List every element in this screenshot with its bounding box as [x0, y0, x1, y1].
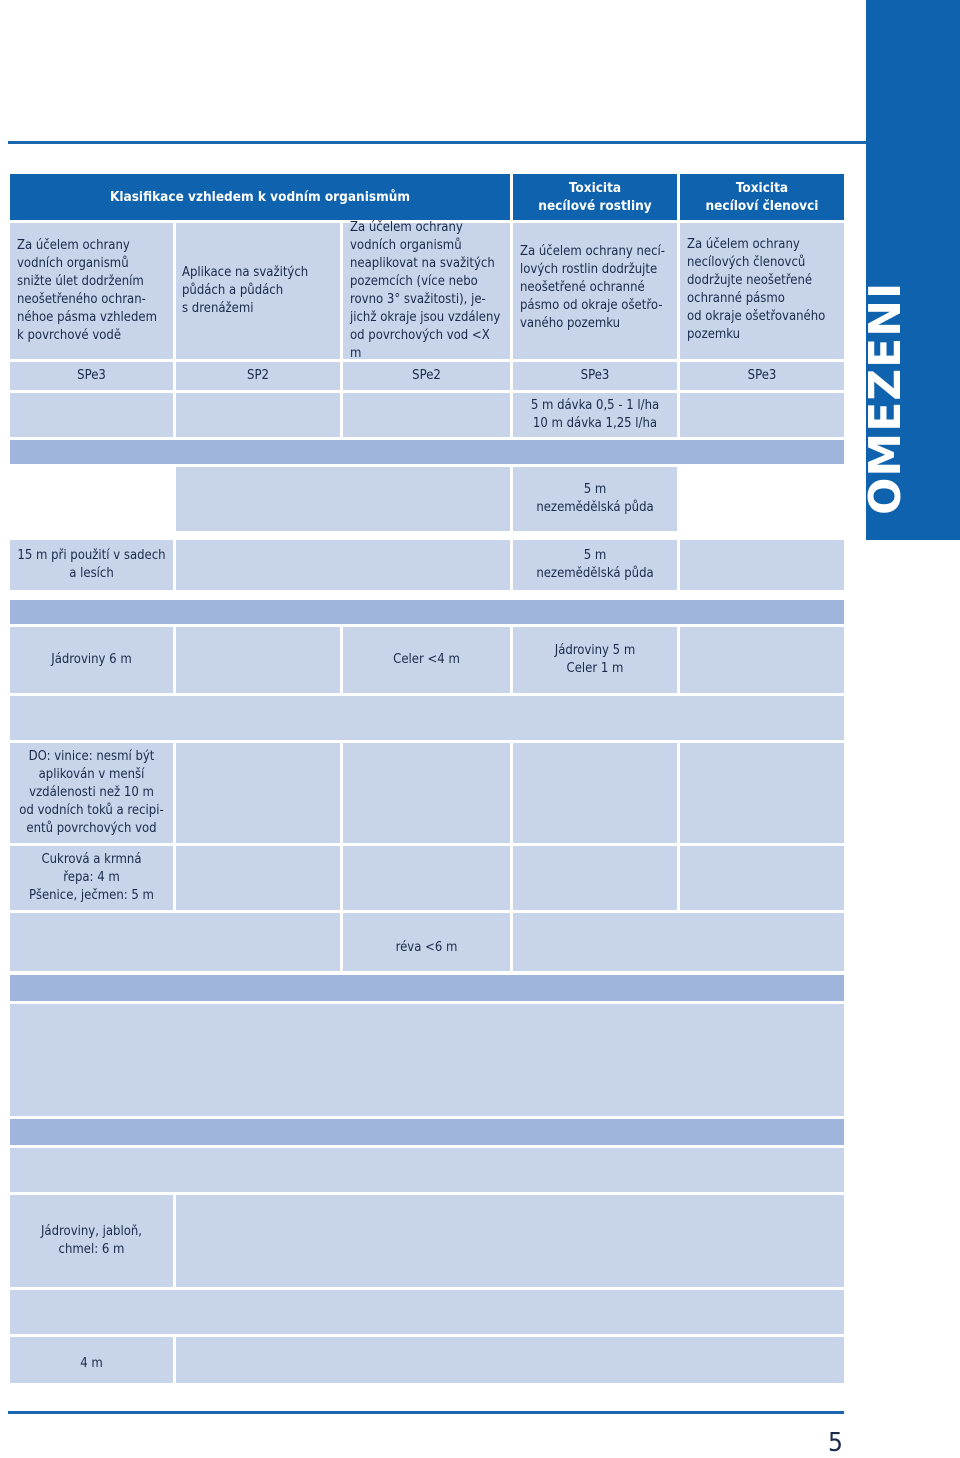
table-cell [176, 1195, 844, 1287]
row1-col4: 5 m dávka 0,5 - 1 l/ha 10 m dávka 1,25 l/ha [513, 393, 677, 437]
description-col2: Aplikace na svažitých půdách a půdách s drenážemi [176, 223, 340, 359]
section-tab-label: OMEZENÍ [860, 281, 911, 515]
row3-col1: 15 m při použití v sadech a lesích [10, 540, 173, 590]
table-cell [10, 1148, 844, 1192]
table-cell [343, 743, 510, 843]
row4-col4: Jádroviny 5 m Celer 1 m [513, 627, 677, 693]
table-cell [176, 627, 340, 693]
row9-col1: 4 m [10, 1337, 173, 1383]
separator-band [10, 440, 844, 464]
row7-col3: réva <6 m [343, 913, 510, 971]
table-cell [10, 1290, 844, 1334]
table-cell [680, 393, 844, 437]
table-cell [10, 696, 844, 740]
table-cell [513, 846, 677, 910]
table-cell [10, 1004, 844, 1116]
bottom-rule [8, 1411, 844, 1414]
table-cell [176, 540, 510, 590]
header-plants: Toxicita necílové rostliny [513, 174, 677, 220]
table-cell [176, 1337, 844, 1383]
table-cell [176, 846, 340, 910]
top-rule [8, 141, 866, 144]
table-cell [680, 743, 844, 843]
row4-col3: Celer <4 m [343, 627, 510, 693]
page-number: 5 [828, 1428, 843, 1458]
description-col4: Za účelem ochrany necí- lových rostlin dodržujte neošetřené ochranné pásmo od okraje ošetřo- vaného pozemku [513, 223, 677, 359]
table-cell [680, 627, 844, 693]
separator-band [10, 1119, 844, 1145]
code-col3: SPe2 [343, 362, 510, 390]
header-classification: Klasifikace vzhledem k vodním organismům [10, 174, 510, 220]
separator-band [10, 975, 844, 1001]
table-cell [513, 743, 677, 843]
table-cell [680, 540, 844, 590]
code-col2: SP2 [176, 362, 340, 390]
row4-col1: Jádroviny 6 m [10, 627, 173, 693]
description-col1: Za účelem ochrany vodních organismů snižte úlet dodržením neošetřeného ochran- néhoe pásma vzhledem k povrchové vodě [10, 223, 173, 359]
code-col1: SPe3 [10, 362, 173, 390]
table-cell [10, 913, 340, 971]
separator-band [10, 600, 844, 624]
table-cell [343, 393, 510, 437]
row8-col1: Jádroviny, jabloň, chmel: 6 m [10, 1195, 173, 1287]
description-col3: Za účelem ochrany vodních organismů neaplikovat na svažitých pozemcích (více nebo rovno 3° svažitosti), je- jichž okraje jsou vzdáleny od povrchových vod <X m [343, 223, 510, 359]
table-cell [10, 393, 173, 437]
description-col5: Za účelem ochrany necílových členovců dodržujte neošetřené ochranné pásmo od okraje ošetřovaného pozemku [680, 223, 844, 359]
table-cell [176, 743, 340, 843]
table-cell [680, 846, 844, 910]
table-cell [176, 393, 340, 437]
table-cell [176, 467, 510, 531]
table-cell [343, 846, 510, 910]
header-arthropods: Toxicita necíloví členovci [680, 174, 844, 220]
code-col4: SPe3 [513, 362, 677, 390]
row2-col4: 5 m nezemědělská půda [513, 467, 677, 531]
row3-col4: 5 m nezemědělská půda [513, 540, 677, 590]
code-col5: SPe3 [680, 362, 844, 390]
row5-col1: DO: vinice: nesmí být aplikován v menší vzdálenosti než 10 m od vodních toků a recipi- entů povrchových vod [10, 743, 173, 843]
table-cell [513, 913, 844, 971]
row6-col1: Cukrová a krmná řepa: 4 m Pšenice, ječmen: 5 m [10, 846, 173, 910]
